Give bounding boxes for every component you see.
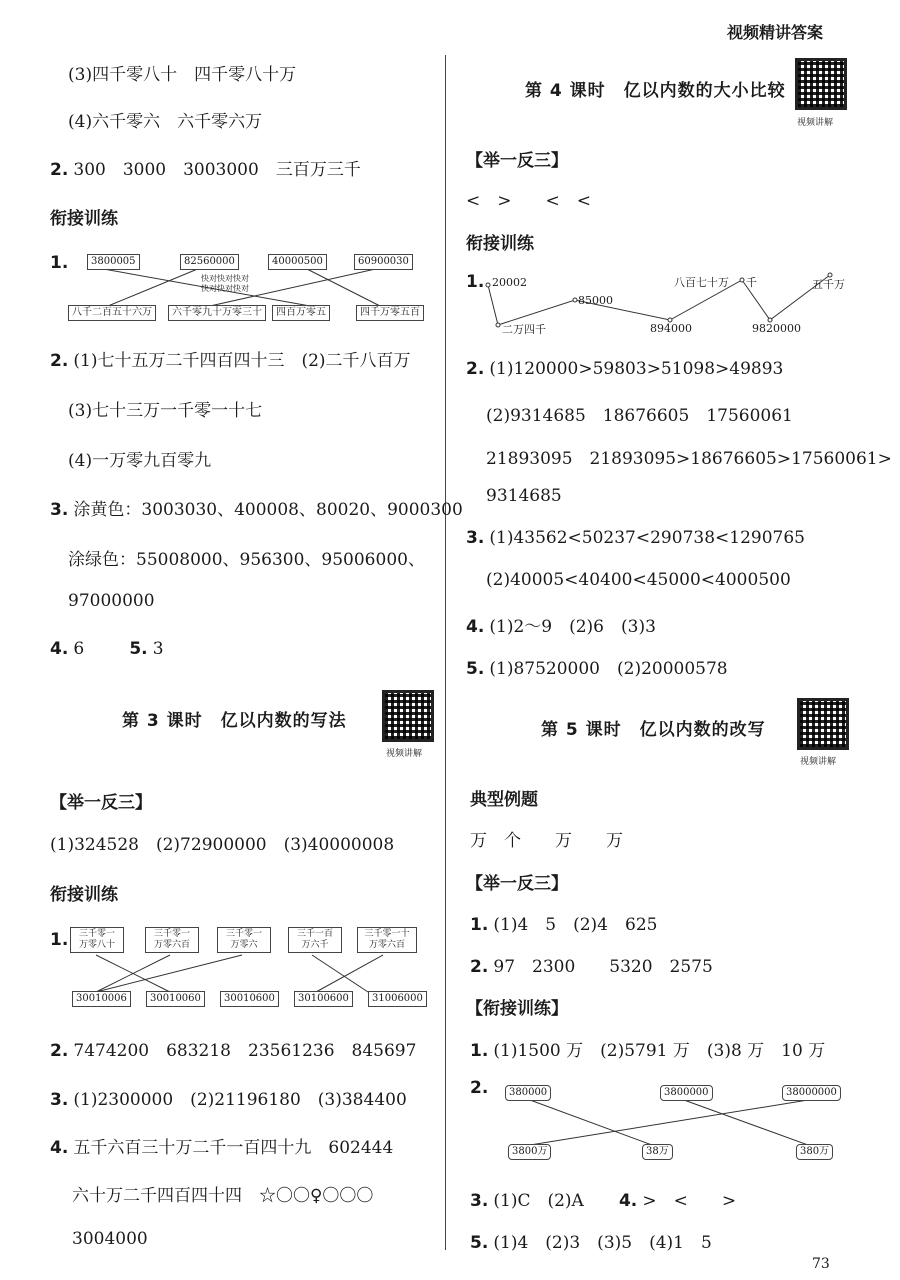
match-top-box: 40000500	[268, 254, 327, 270]
section-juyi: 【举一反三】	[466, 151, 568, 171]
page-number: 73	[812, 1256, 830, 1272]
q-text: > < >	[642, 1191, 737, 1211]
page-header-title: 视频精讲答案	[727, 23, 824, 42]
q-number: 1.	[470, 915, 489, 935]
match3-top-box: 3800000	[660, 1085, 713, 1101]
q-number: 5.	[470, 1233, 489, 1253]
match2-bottom-box: 31006000	[368, 991, 427, 1007]
q-number: 3.	[466, 528, 485, 548]
match2-top-box: 三千零一 万零六	[217, 927, 271, 953]
left-q2b-3: (3)七十三万一千零一十七	[68, 401, 263, 421]
dot-label: 894000	[650, 322, 692, 335]
match2-top-box: 三千零一 万零六百	[145, 927, 199, 953]
left-w4-line2: 六十万二千四百四十四 ☆〇〇♀〇〇〇	[72, 1186, 374, 1206]
right-r2d: 9314685	[486, 486, 562, 506]
dot-label: 9820000	[752, 322, 801, 335]
q-number: 2.	[50, 351, 69, 371]
q-number: 2.	[466, 359, 485, 379]
match2-bottom-box: 30010600	[220, 991, 279, 1007]
q-number: 3.	[50, 500, 69, 520]
q-text: 300 3000 3003000 三百万三千	[73, 160, 361, 180]
qr-label: 视频讲解	[797, 118, 834, 128]
q-number: 2.	[470, 957, 489, 977]
section-xianjie-2: 【衔接训练】	[466, 999, 568, 1019]
q-text: (1)七十五万二千四百四十三 (2)二千八百万	[73, 351, 411, 371]
match-bottom-box: 四千万零五百	[356, 305, 424, 321]
right-r2b: (2)9314685 18676605 17560061	[486, 406, 793, 426]
q-text: (1)1500 万 (2)5791 万 (3)8 万 10 万	[493, 1041, 826, 1061]
left-w4-line3: 3004000	[72, 1229, 148, 1249]
right-x5	[470, 1228, 712, 1253]
match3-bottom-box: 380万	[796, 1144, 833, 1160]
match2-bottom-box: 30010006	[72, 991, 131, 1007]
lesson-4-title: 第 4 课时 亿以内数的大小比较	[525, 81, 786, 101]
left-q3-green: 涂绿色：55008000、956300、95006000、	[68, 550, 425, 570]
left-q3-green-cont: 97000000	[68, 591, 155, 611]
right-r2c: 21893095 21893095>18676605>17560061>	[486, 449, 892, 469]
left-answer-3: (3)四千零八十 四千零八十万	[68, 65, 297, 85]
q-text: 涂黄色：3003030、400008、80020、9000300	[73, 500, 463, 520]
section-title-xianjie-1: 衔接训练	[466, 234, 534, 254]
q-text: (1)4 (2)3 (3)5 (4)1 5	[493, 1233, 712, 1253]
juyi-answers: (1)324528 (2)72900000 (3)40000008	[50, 835, 395, 855]
match2-top-box: 三千零一十 万零六百	[357, 927, 417, 953]
dot-label: 五千万	[812, 278, 845, 291]
left-answer-4: (4)六千零六 六千零六万	[68, 112, 263, 132]
dot-label: 八百七十万	[674, 276, 729, 289]
match-bottom-box: 六千零九十万零三十	[168, 305, 266, 321]
matching-2-number: 1.	[50, 930, 69, 950]
q-text: (1)43562<50237<290738<1290765	[489, 528, 805, 548]
q-text: 3	[152, 639, 164, 659]
q-number: 4.	[50, 1138, 69, 1158]
section-juyi-2: 【举一反三】	[466, 874, 568, 894]
match-top-box: 3800005	[87, 254, 140, 270]
matching-1-number: 1.	[50, 253, 69, 273]
right-x3	[470, 1186, 736, 1211]
match-bottom-box: 四百万零五	[272, 305, 330, 321]
q-number: 2.	[50, 1041, 69, 1061]
x2-number: 2.	[470, 1078, 489, 1098]
section-title-xianjie-2: 衔接训练	[50, 885, 118, 905]
match-bottom-box: 八千二百五十六万	[68, 305, 156, 321]
q-number: 2.	[50, 160, 69, 180]
match2-top-box: 三千一百 万六千	[288, 927, 342, 953]
match-top-box: 82560000	[180, 254, 239, 270]
q-number: 4.	[618, 1191, 638, 1211]
match2-bottom-box: 30100600	[294, 991, 353, 1007]
match-top-box: 60900030	[354, 254, 413, 270]
q-number: 5.	[466, 659, 485, 679]
match3-top-box: 380000	[505, 1085, 551, 1101]
note-line: 快对快对快对	[201, 274, 249, 283]
left-q2b-4: (4)一万零九百零九	[68, 451, 212, 471]
q-number: 4.	[466, 617, 485, 637]
note-line: 快对快对快对	[201, 284, 249, 293]
q-text: 五千六百三十万二千一百四十九 602444	[73, 1138, 394, 1158]
section-dianxing: 典型例题	[470, 790, 538, 810]
right-r3b: (2)40005<40400<45000<4000500	[486, 570, 791, 590]
section-title-xianjie-1: 衔接训练	[50, 209, 118, 229]
match3-top-box: 38000000	[782, 1085, 841, 1101]
q-text: (1)2～9 (2)6 (3)3	[489, 617, 656, 637]
section-juyi: 【举一反三】	[50, 793, 152, 813]
q-number: 1.	[470, 1041, 489, 1061]
qr-label: 视频讲解	[386, 749, 423, 759]
q-text: (1)87520000 (2)20000578	[489, 659, 728, 679]
q-text: 97 2300 5320 2575	[493, 957, 713, 977]
q-text: 6	[73, 639, 85, 659]
q-number: 5.	[129, 639, 148, 659]
match3-bottom-box: 38万	[642, 1144, 673, 1160]
lesson-3-title: 第 3 课时 亿以内数的写法	[122, 711, 347, 731]
q-text: (1)4 5 (2)4 625	[493, 915, 658, 935]
q-number: 4.	[50, 639, 69, 659]
dianxing-answers: 万 个 万 万	[470, 831, 623, 851]
match2-bottom-box: 30010060	[146, 991, 205, 1007]
dot-label: 20002	[492, 276, 527, 289]
q-text: (1)2300000 (2)21196180 (3)384400	[73, 1090, 407, 1110]
q-text: (1)C (2)A	[493, 1191, 584, 1211]
r1-number: 1.	[466, 272, 485, 292]
dot-label: 千	[746, 276, 757, 289]
match2-top-box: 三千零一 万零八十	[70, 927, 124, 953]
dot-label: 85000	[578, 294, 613, 307]
q-text: (1)120000>59803>51098>49893	[489, 359, 784, 379]
dot-label: 二万四千	[502, 323, 546, 336]
q-number: 3.	[470, 1191, 489, 1211]
lesson-5-title: 第 5 课时 亿以内数的改写	[541, 720, 766, 740]
q-text: 7474200 683218 23561236 845697	[73, 1041, 417, 1061]
match3-bottom-box: 3800万	[508, 1144, 551, 1160]
q-number: 3.	[50, 1090, 69, 1110]
qr-label: 视频讲解	[800, 757, 837, 767]
juyi-answers: < > < <	[466, 191, 591, 211]
